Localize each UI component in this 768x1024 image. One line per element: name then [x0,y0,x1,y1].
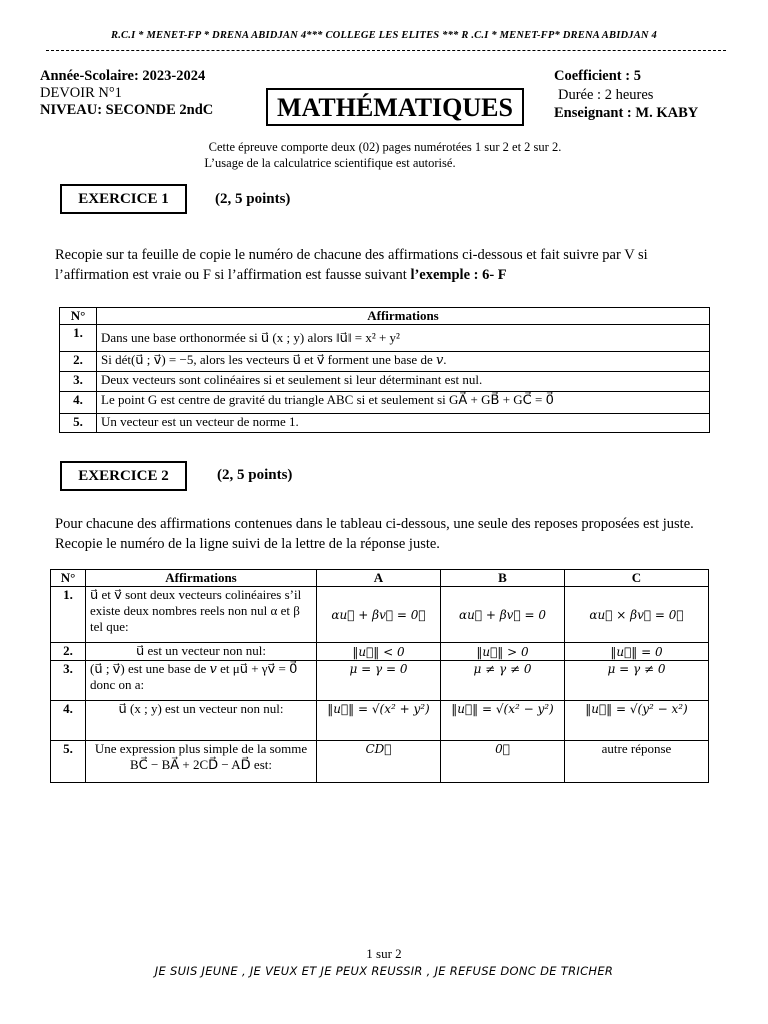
choice-c: μ = γ ≠ 0 [565,661,709,701]
instructions-text: Recopie sur ta feuille de copie le numéro de chacune des affirmations ci-dessous et fait suivre par V si l’affirmation est vraie ou F si l’affirmation est fausse suivant [55,247,648,283]
row-number: 2. [60,352,97,372]
table-row [51,661,709,701]
exercise-1-points: (2, 5 points) [215,191,291,207]
choice-a: CD⃗ [317,741,441,783]
choice-b: μ ≠ γ ≠ 0 [441,661,565,701]
col-b-header: B [441,570,565,587]
choice-c: ‖u⃗‖ = √(y² − x²) [565,701,709,741]
choice-b: ‖u⃗‖ > 0 [441,643,565,661]
affirmation-text: Deux vecteurs sont colinéaires si et seulement si leur déterminant est nul. [97,372,710,392]
affirmation-text: (u⃗ ; v⃗) est une base de 𝑣 et μu⃗ + γv⃗ = 0⃗ donc on a: [86,661,317,701]
affirmation-text: u⃗ (x ; y) est un vecteur non nul: [86,701,317,741]
header-banner: R.C.I * MENET-FP * DRENA ABIDJAN 4*** COLLEGE LES ELITES *** R .C.I * MENET-FP* DRENA ABIDJAN 4 [111,30,657,41]
exercise-2-table [50,569,709,783]
instructions-example: l’exemple : 6- F [410,267,507,283]
choice-b: ‖u⃗‖ = √(x² − y²) [441,701,565,741]
row-number: 1. [60,325,97,352]
row-number: 4. [60,392,97,414]
affirmation-text: Dans une base orthonormée si u⃗ (x ; y) alors ‖u⃗‖ = x² + y² [97,325,710,352]
col-c-header: C [565,570,709,587]
affirmation-text: u⃗ et v⃗ sont deux vecteurs colinéaires s’il existe deux nombres reels non nul α et β tel que: [86,587,317,643]
teacher: Enseignant : M. KABY [554,105,699,121]
choice-c: ‖u⃗‖ = 0 [565,643,709,661]
table-row [60,352,710,372]
affirmation-text: Une expression plus simple de la somme BC⃗ − BA⃗ + 2CD⃗ − AD⃗ est: [86,741,317,783]
col-number-header: N° [51,570,86,587]
col-affirmations-header: Affirmations [86,570,317,587]
subject-title: MATHÉMATIQUES [266,88,524,126]
choice-c: autre réponse [565,741,709,783]
choice-a: ‖u⃗‖ < 0 [317,643,441,661]
exercise-2-points: (2, 5 points) [217,467,293,483]
table-row [60,414,710,433]
row-number: 5. [60,414,97,433]
row-number: 1. [51,587,86,643]
choice-a: ‖u⃗‖ = √(x² + y²) [317,701,441,741]
class-level: NIVEAU: SECONDE 2ndC [40,102,214,118]
choice-a: αu⃗ + βv⃗ = 0⃗ [317,587,441,643]
duration: Durée : 2 heures [558,87,654,103]
choice-b: 0⃗ [441,741,565,783]
affirmation-text: Un vecteur est un vecteur de norme 1. [97,414,710,433]
header-divider [46,50,726,51]
coefficient: Coefficient : 5 [554,68,641,84]
choice-b: αu⃗ + βv⃗ = 0 [441,587,565,643]
table-row [51,741,709,783]
exercise-2-title: EXERCICE 2 [60,461,187,491]
exercise-2-instructions: Pour chacune des affirmations contenues dans le tableau ci-dessous, une seule des reposes proposées est juste. Recopie le numéro de la ligne suivi de la lettre de la réponse juste. [55,516,694,552]
row-number: 3. [60,372,97,392]
table-row [60,325,710,352]
footer-motto: JE SUIS JEUNE , JE VEUX ET JE PEUX REUSSIR , JE REFUSE DONC DE TRICHER [154,964,614,978]
row-number: 2. [51,643,86,661]
affirmation-text: Si dét(u⃗ ; v⃗) = −5, alors les vecteurs u⃗ et v⃗ forment une base de 𝑣. [97,352,710,372]
intro-line-1: Cette épreuve comporte deux (02) pages numérotées 1 sur 2 et 2 sur 2. [208,140,562,154]
choice-c: αu⃗ × βv⃗ = 0⃗ [565,587,709,643]
table-row [51,587,709,643]
row-number: 4. [51,701,86,741]
affirmation-text: Le point G est centre de gravité du triangle ABC si et seulement si GA⃗ + GB⃗ + GC⃗ = 0⃗ [97,392,710,414]
intro-line-2: L’usage de la calculatrice scientifique est autorisé. [204,156,456,170]
table-row [51,643,709,661]
col-number-header: N° [60,308,97,325]
row-number: 3. [51,661,86,701]
school-year: Année-Scolaire: 2023-2024 [40,68,206,84]
affirmation-text: u⃗ est un vecteur non nul: [86,643,317,661]
table-row [60,372,710,392]
row-number: 5. [51,741,86,783]
table-row [51,701,709,741]
col-affirmations-header: Affirmations [97,308,710,325]
col-a-header: A [317,570,441,587]
table-row [60,392,710,414]
exercise-1-instructions [55,245,725,285]
devoir-number: DEVOIR N°1 [40,85,122,101]
choice-a: μ = γ = 0 [317,661,441,701]
exercise-1-table [59,307,710,433]
page-number: 1 sur 2 [366,946,402,961]
exercise-1-title: EXERCICE 1 [60,184,187,214]
